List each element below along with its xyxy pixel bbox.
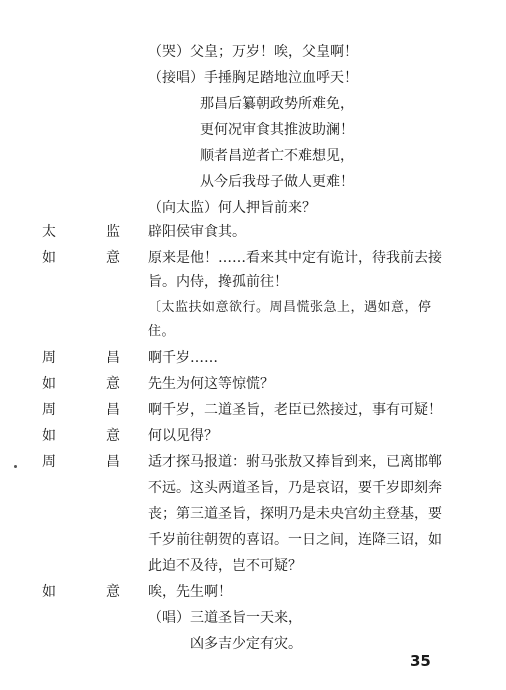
dialogue-line: 啊千岁，二道圣旨，老臣已然接过，事有可疑！ <box>148 402 442 418</box>
speaker-char: 监 <box>106 224 120 240</box>
speaker-char: 如 <box>42 584 56 600</box>
dialogue-line: 不远。这头两道圣旨，乃是哀诏，要千岁即刻奔 <box>148 480 442 496</box>
stage-direction: 住。 <box>148 324 176 339</box>
speaker-char: 意 <box>106 250 120 266</box>
speaker-char: 如 <box>42 250 56 266</box>
dialogue-line: 先生为何这等惊慌？ <box>148 376 274 392</box>
dialogue-line: 适才探马报道：驸马张敖又捧旨到来，已离邯郸 <box>148 454 442 470</box>
text-line: （接唱）手捶胸足踏地泣血呼天！ <box>148 70 358 86</box>
speaker-char: 周 <box>42 454 56 470</box>
speaker-label <box>42 400 120 420</box>
text-line: （哭）父皇；万岁！唉，父皇啊！ <box>148 44 358 60</box>
speaker-label <box>42 248 120 268</box>
dialogue-line: 旨。内侍，搀孤前往！ <box>148 274 288 290</box>
sung-line: 凶多吉少定有灾。 <box>190 636 302 652</box>
speaker-char: 意 <box>106 428 120 444</box>
dialogue-line: 原来是他！……看来其中定有诡计，待我前去接 <box>148 250 442 266</box>
sung-line: （唱）三道圣旨一天来， <box>148 610 302 626</box>
ink-speck <box>14 465 17 468</box>
dialogue-line: 辟阳侯审食其。 <box>148 224 246 240</box>
speaker-char: 如 <box>42 428 56 444</box>
page-number: 35 <box>410 652 431 670</box>
verse-line: 那昌后纂朝政势所难免， <box>200 96 354 112</box>
dialogue-line: 唉，先生啊！ <box>148 584 232 600</box>
speaker-label <box>42 348 120 368</box>
speaker-char: 周 <box>42 350 56 366</box>
stage-direction: 〔太监扶如意欲行。周昌慌张急上，遇如意，停 <box>148 300 432 315</box>
verse-line: 顺者昌逆者亡不难想见， <box>200 148 354 164</box>
speaker-char: 意 <box>106 584 120 600</box>
dialogue-line: 千岁前往朝贺的喜诏。一日之间，连降三诏，如 <box>148 532 442 548</box>
speaker-label <box>42 426 120 446</box>
dialogue-line: 何以见得？ <box>148 428 218 444</box>
speaker-char: 意 <box>106 376 120 392</box>
speaker-char: 太 <box>42 224 56 240</box>
dialogue-line: 啊千岁…… <box>148 350 218 366</box>
speaker-label <box>42 452 120 472</box>
dialogue-line: 此迫不及待，岂不可疑？ <box>148 558 302 574</box>
verse-line: 从今后我母子做人更难！ <box>200 174 354 190</box>
speaker-char: 昌 <box>106 350 120 366</box>
speaker-char: 如 <box>42 376 56 392</box>
stage-direction: （向太监）何人押旨前来？ <box>148 200 316 216</box>
dialogue-line: 丧；第三道圣旨，探明乃是未央宫幼主登基，要 <box>148 506 442 522</box>
speaker-char: 昌 <box>106 454 120 470</box>
speaker-char: 周 <box>42 402 56 418</box>
speaker-label <box>42 222 120 242</box>
verse-line: 更何况审食其推波助澜！ <box>200 122 354 138</box>
speaker-label <box>42 374 120 394</box>
speaker-label <box>42 582 120 602</box>
speaker-char: 昌 <box>106 402 120 418</box>
